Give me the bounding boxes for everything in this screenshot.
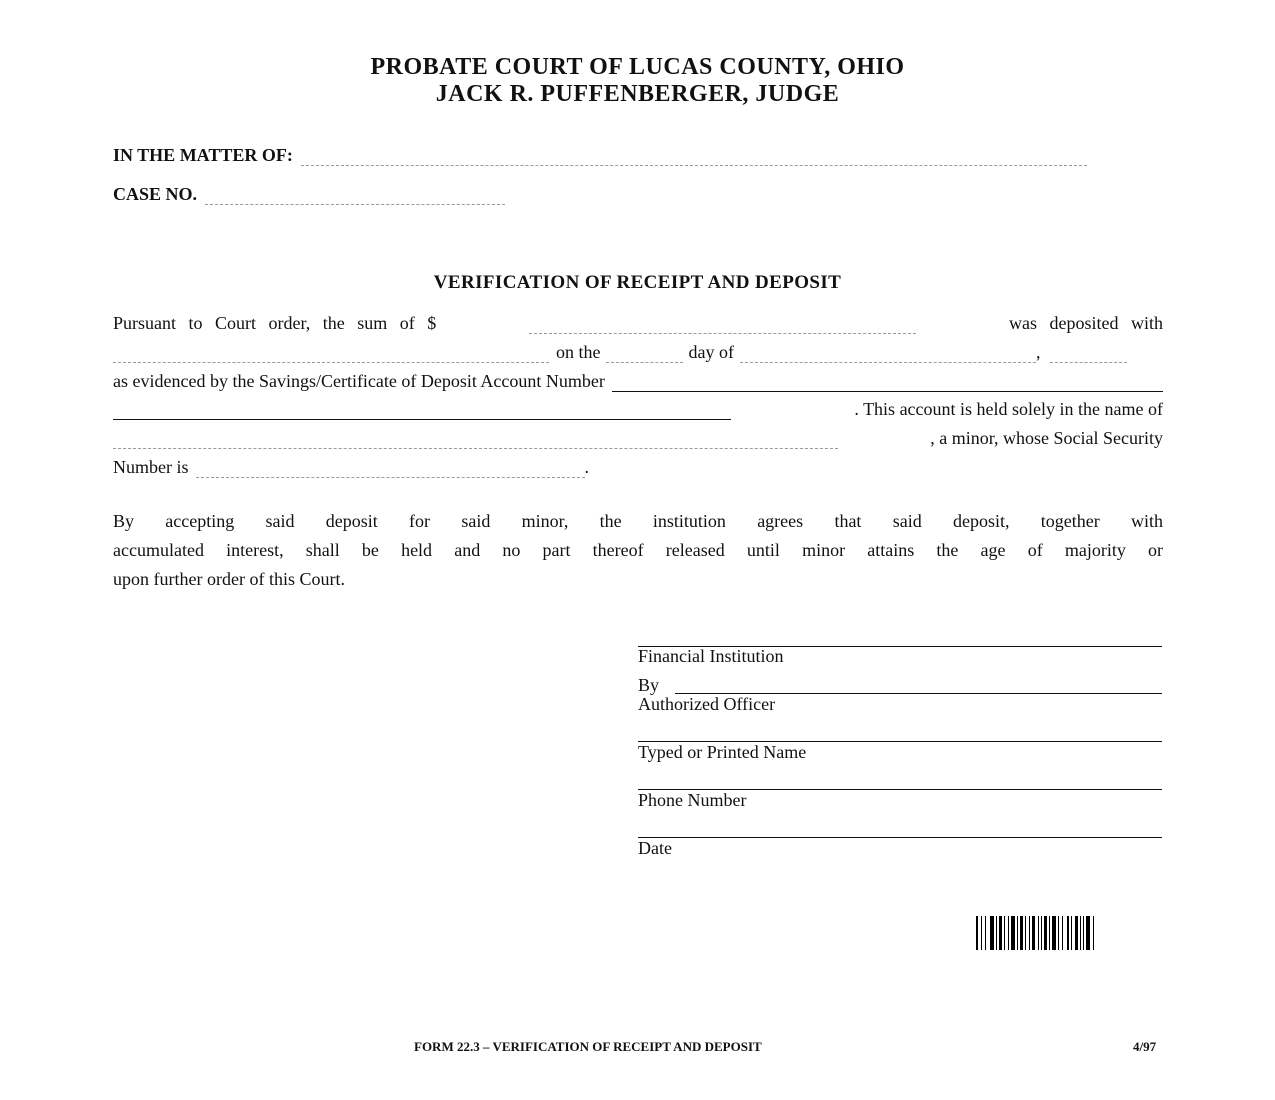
date-label: Date bbox=[638, 838, 672, 858]
judge-title: JACK R. PUFFENBERGER, JUDGE bbox=[435, 81, 840, 107]
text: was deposited with bbox=[1009, 313, 1163, 333]
text: , bbox=[1035, 342, 1041, 362]
court-title: PROBATE COURT OF LUCAS COUNTY, OHIO bbox=[370, 54, 905, 80]
text: , a minor, whose Social Security bbox=[930, 428, 1163, 448]
printed-name-label: Typed or Printed Name bbox=[638, 742, 807, 762]
text: on the bbox=[556, 342, 601, 362]
case-number-field[interactable] bbox=[205, 186, 505, 205]
text: . This account is held solely in the name of bbox=[854, 399, 1163, 419]
account-number-field[interactable] bbox=[612, 373, 1163, 392]
minor-name-field[interactable] bbox=[113, 430, 838, 449]
day-field[interactable] bbox=[606, 344, 683, 363]
body-line-3 bbox=[113, 368, 1163, 392]
body-line-2 bbox=[113, 339, 1163, 363]
month-field[interactable] bbox=[740, 344, 1036, 363]
text: . bbox=[584, 457, 589, 477]
text: Number is bbox=[113, 457, 189, 477]
barcode bbox=[976, 916, 1163, 950]
amount-field[interactable] bbox=[529, 315, 916, 334]
year-field[interactable] bbox=[1050, 344, 1127, 363]
phone-label: Phone Number bbox=[638, 790, 747, 810]
body-line-5 bbox=[113, 425, 1163, 449]
text: Pursuant to Court order, the sum of $ bbox=[113, 313, 437, 333]
matter-label: IN THE MATTER OF: bbox=[113, 145, 293, 165]
text: as evidenced by the Savings/Certificate of Deposit Account Number bbox=[113, 371, 605, 391]
officer-label: Authorized Officer bbox=[638, 694, 776, 714]
form-heading: VERIFICATION OF RECEIPT AND DEPOSIT bbox=[433, 272, 842, 293]
revision-date: 4/97 bbox=[1133, 1039, 1157, 1054]
matter-row bbox=[113, 142, 1087, 166]
date-line[interactable] bbox=[638, 837, 1162, 838]
matter-field[interactable] bbox=[301, 147, 1087, 166]
case-label: CASE NO. bbox=[113, 184, 198, 204]
body-line-6 bbox=[113, 454, 589, 478]
body-line-1 bbox=[113, 310, 1163, 334]
account-number-field-cont[interactable] bbox=[113, 401, 731, 420]
case-row bbox=[113, 181, 505, 205]
paragraph-line: accumulated interest, shall be held and no part thereof released until minor attains the age of majority or bbox=[113, 540, 1163, 560]
paragraph-line: upon further order of this Court. bbox=[113, 569, 345, 589]
form-footer: FORM 22.3 – VERIFICATION OF RECEIPT AND DEPOSIT bbox=[414, 1039, 762, 1054]
text: day of bbox=[688, 342, 734, 362]
ssn-field[interactable] bbox=[196, 459, 585, 478]
body-line-4 bbox=[113, 396, 1163, 420]
institution-field[interactable] bbox=[113, 344, 549, 363]
paragraph-line: By accepting said deposit for said minor, the institution agrees that said deposit, together with bbox=[113, 511, 1163, 531]
institution-label: Financial Institution bbox=[638, 646, 784, 666]
by-label: By bbox=[638, 675, 660, 695]
